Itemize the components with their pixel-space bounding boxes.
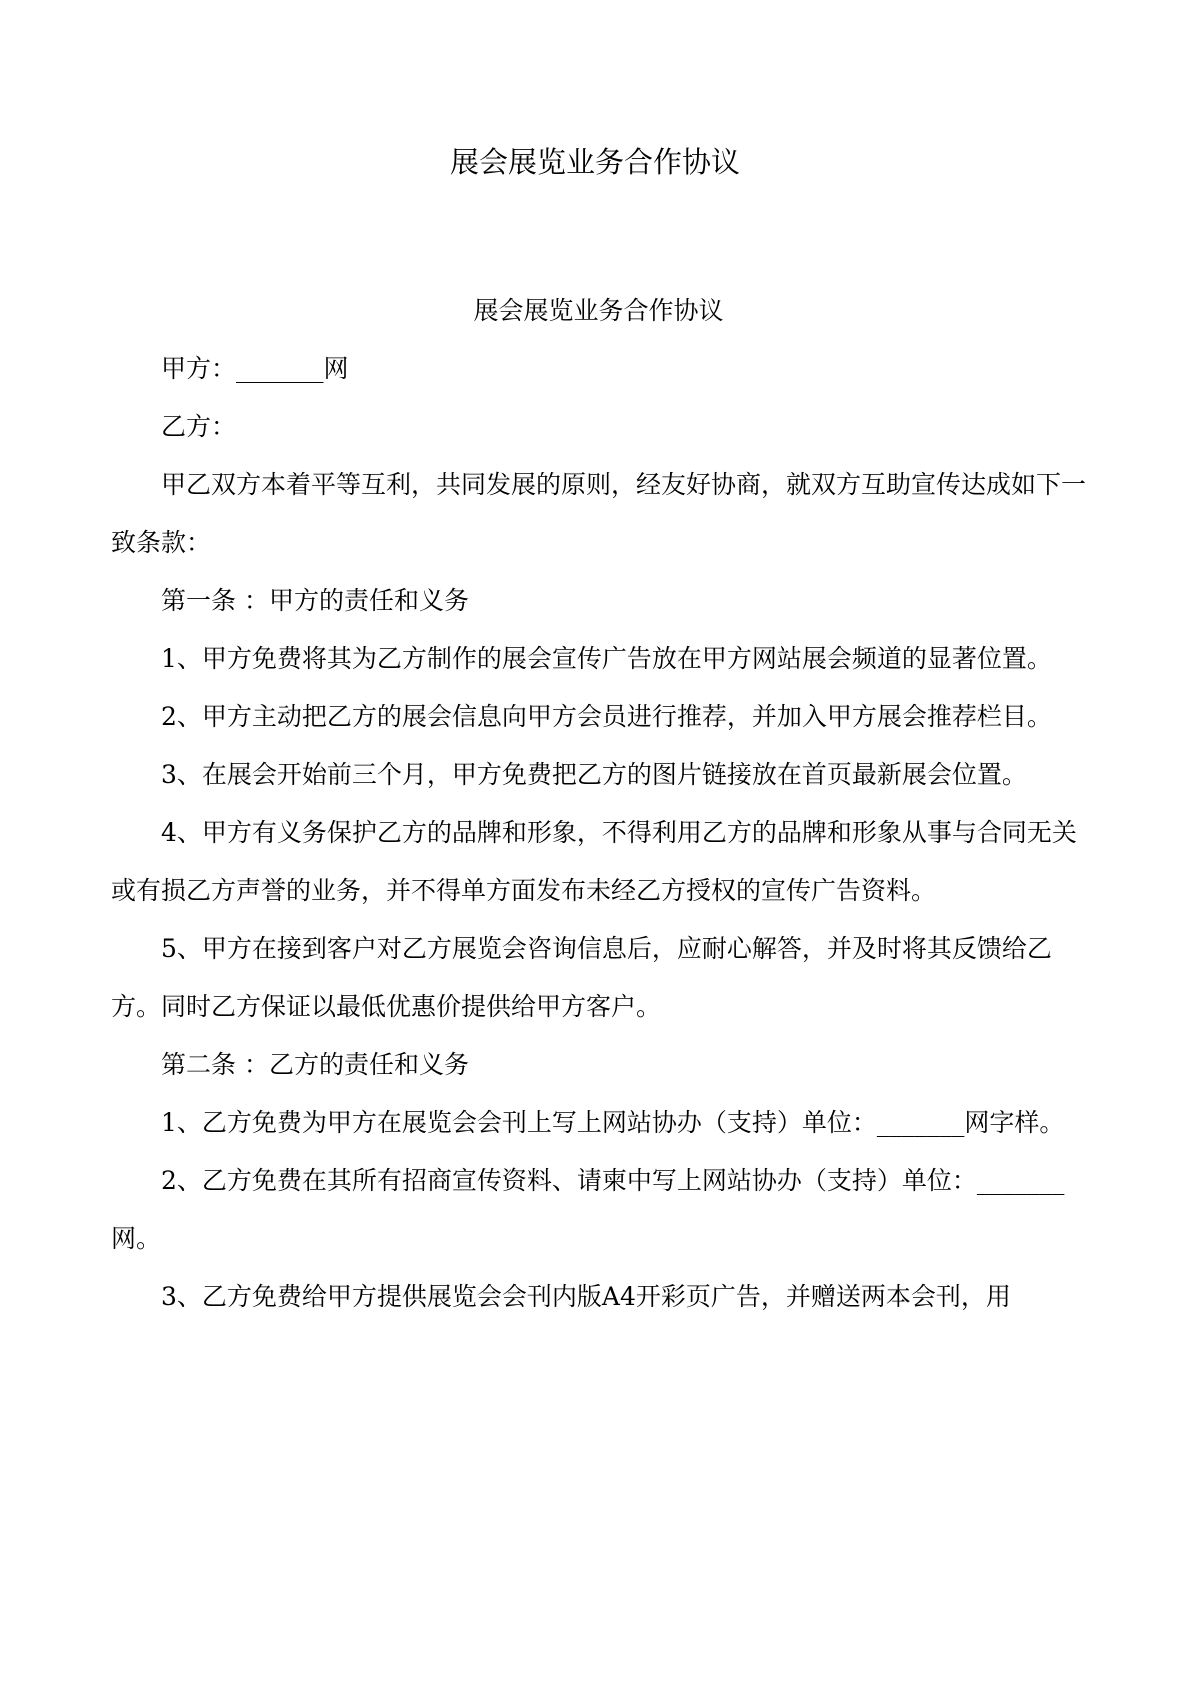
document-body [111, 282, 1086, 1326]
article-1-heading: 第一条 ：甲方的责任和义务 [161, 586, 469, 615]
article-2-clause-2: 2、乙方免费在其所有招商宣传资料、请柬中写上网站协办（支持）单位：_______网。 [111, 1166, 1065, 1253]
article-1-clause-1: 1、甲方免费将其为乙方制作的展会宣传广告放在甲方网站展会频道的显著位置。 [161, 644, 1052, 673]
article-1-clause-4: 4、甲方有义务保护乙方的品牌和形象，不得利用乙方的品牌和形象从事与合同无关或有损乙方声誉的业务，并不得单方面发布未经乙方授权的宣传广告资料。 [111, 818, 1077, 905]
article-1-clause-2: 2、甲方主动把乙方的展会信息向甲方会员进行推荐，并加入甲方展会推荐栏目。 [161, 702, 1052, 731]
article-2-heading: 第二条 ：乙方的责任和义务 [161, 1050, 469, 1079]
document-title: 展会展览业务合作协议 [449, 145, 740, 179]
article-2-clause-1: 1、乙方免费为甲方在展览会会刊上写上网站协办（支持）单位：_______网字样。 [161, 1108, 1065, 1137]
agreement-subtitle: 展会展览业务合作协议 [473, 296, 724, 325]
article-1-clause-3: 3、在展会开始前三个月，甲方免费把乙方的图片链接放在首页最新展会位置。 [161, 760, 1027, 789]
preamble-paragraph: 甲乙双方本着平等互利，共同发展的原则，经友好协商，就双方互助宣传达成如下一致条款： [111, 470, 1087, 557]
article-1-clause-5: 5、甲方在接到客户对乙方展览会咨询信息后，应耐心解答，并及时将其反馈给乙方。同时乙方保证以最低优惠价提供给甲方客户。 [111, 934, 1052, 1021]
party-a-line: 甲方：_______网 [161, 354, 349, 383]
article-2-clause-3: 3、乙方免费给甲方提供展览会会刊内版A4开彩页广告，并赠送两本会刊，用 [161, 1282, 1011, 1311]
party-b-line: 乙方： [161, 412, 237, 441]
